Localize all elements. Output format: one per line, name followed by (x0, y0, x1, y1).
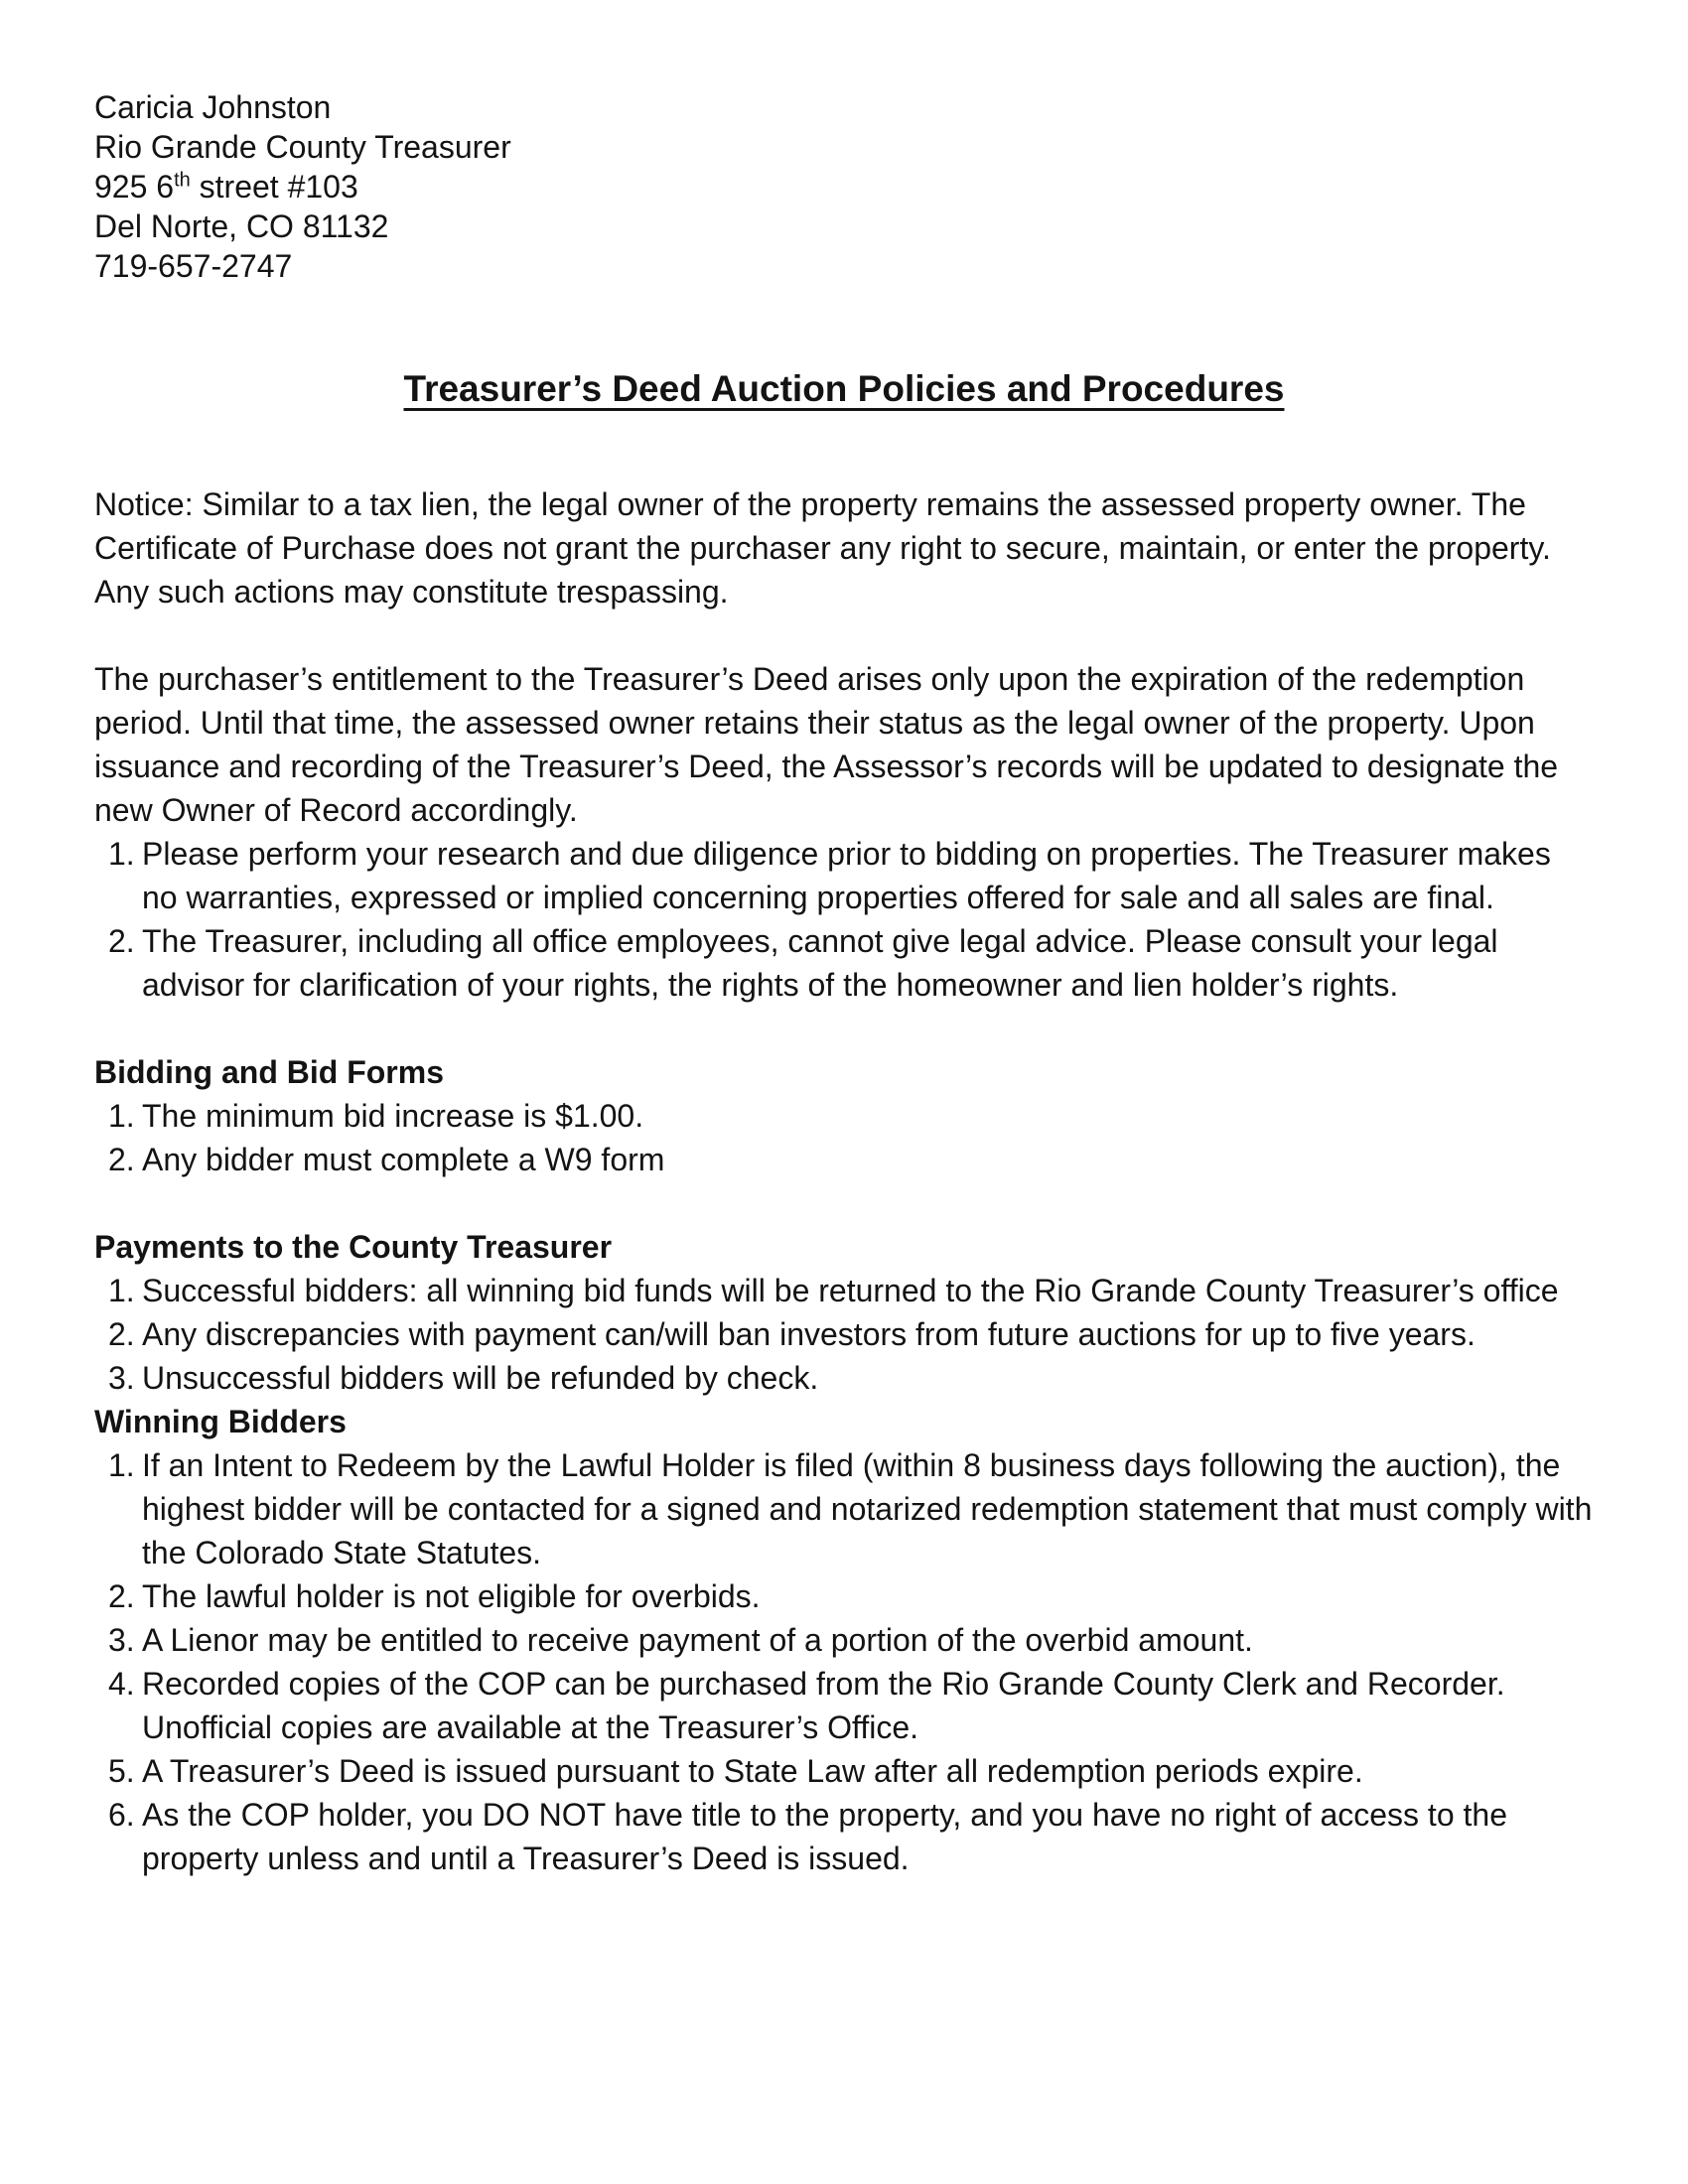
list-item (94, 1662, 1594, 1749)
winning-bidders-list (94, 1443, 1594, 1880)
sender-street-rest: street #103 (190, 169, 358, 205)
list-item (94, 1574, 1594, 1618)
list-item-number: 2. (108, 1578, 135, 1614)
list-item-text: The lawful holder is not eligible for overbids. (142, 1578, 761, 1614)
list-item-text: Successful bidders: all winning bid funds will be returned to the Rio Grande County Treasurer’s office (142, 1273, 1559, 1308)
entitlement-paragraph: The purchaser’s entitlement to the Treasurer’s Deed arises only upon the expiration of the redemption period. Until that time, the assessed owner retains their status as the legal owner of the property. Upon issuance and recording of the Treasurer’s Deed, the Assessor’s records will be updated to designate the new Owner of Record accordingly. (94, 661, 1559, 828)
section-heading-winning-bidders: Winning Bidders (94, 1404, 347, 1439)
list-item-text: Any discrepancies with payment can/will ban investors from future auctions for up to five years. (142, 1316, 1476, 1352)
list-item (94, 1094, 1594, 1138)
list-item-text: Unsuccessful bidders will be refunded by check. (142, 1360, 819, 1396)
document-title (94, 365, 1594, 413)
sender-street-number: 925 6 (94, 169, 175, 205)
list-item-text: A Lienor may be entitled to receive payment of a portion of the overbid amount. (142, 1622, 1253, 1658)
sender-org: Rio Grande County Treasurer (94, 129, 511, 165)
payments-list (94, 1269, 1594, 1400)
list-item-number: 1. (108, 1447, 135, 1483)
list-item-number: 2. (108, 1316, 135, 1352)
list-item-number: 4. (108, 1666, 135, 1702)
list-item (94, 1618, 1594, 1662)
document-title-text: Treasurer’s Deed Auction Policies and Procedures (403, 368, 1285, 409)
sender-street (94, 167, 1594, 206)
list-item-number: 1. (108, 1273, 135, 1308)
sender-phone: 719-657-2747 (94, 248, 293, 284)
list-item (94, 1793, 1594, 1880)
notice-paragraph: Notice: Similar to a tax lien, the legal owner of the property remains the assessed property owner. The Certificate of Purchase does not grant the purchaser any right to secure, maintain, or enter the property. Any such actions may constitute trespassing. (94, 486, 1551, 610)
list-item-number: 6. (108, 1797, 135, 1833)
list-item-number: 2. (108, 1142, 135, 1177)
list-item-text: If an Intent to Redeem by the Lawful Holder is filed (within 8 business days following the auction), the highest bidder will be contacted for a signed and notarized redemption statement that must comply with the Colorado State Statutes. (142, 1447, 1593, 1570)
list-item-text: Recorded copies of the COP can be purchased from the Rio Grande County Clerk and Recorder. Unofficial copies are available at the Treasurer’s Office. (142, 1666, 1505, 1745)
list-item-text: As the COP holder, you DO NOT have title to the property, and you have no right of access to the property unless and until a Treasurer’s Deed is issued. (142, 1797, 1507, 1876)
list-item (94, 1312, 1594, 1356)
list-item (94, 1356, 1594, 1400)
sender-street-ordinal-suffix: th (174, 169, 191, 192)
list-item (94, 1138, 1594, 1181)
list-item-text: The Treasurer, including all office employees, cannot give legal advice. Please consult your legal advisor for clarification of your rights, the rights of the homeowner and lien holder’s rights. (142, 923, 1498, 1003)
bidding-list (94, 1094, 1594, 1181)
list-item-number: 5. (108, 1753, 135, 1789)
list-item (94, 832, 1594, 919)
list-item-text: Any bidder must complete a W9 form (142, 1142, 665, 1177)
list-item (94, 919, 1594, 1007)
list-item-number: 3. (108, 1360, 135, 1396)
list-item-number: 3. (108, 1622, 135, 1658)
sender-block (94, 87, 1594, 286)
section-heading-payments: Payments to the County Treasurer (94, 1229, 613, 1265)
list-item (94, 1749, 1594, 1793)
list-item-text: Please perform your research and due diligence prior to bidding on properties. The Treasurer makes no warranties, expressed or implied concerning properties offered for sale and all sales are final. (142, 836, 1551, 915)
list-item-number: 1. (108, 1098, 135, 1134)
sender-name: Caricia Johnston (94, 89, 332, 125)
general-rules-list (94, 832, 1594, 1007)
list-item-number: 2. (108, 923, 135, 959)
list-item-text: A Treasurer’s Deed is issued pursuant to State Law after all redemption periods expire. (142, 1753, 1363, 1789)
list-item-text: The minimum bid increase is $1.00. (142, 1098, 644, 1134)
list-item (94, 1269, 1594, 1312)
section-heading-bidding: Bidding and Bid Forms (94, 1054, 444, 1090)
list-item-number: 1. (108, 836, 135, 872)
list-item (94, 1443, 1594, 1574)
sender-city-state-zip: Del Norte, CO 81132 (94, 208, 389, 244)
